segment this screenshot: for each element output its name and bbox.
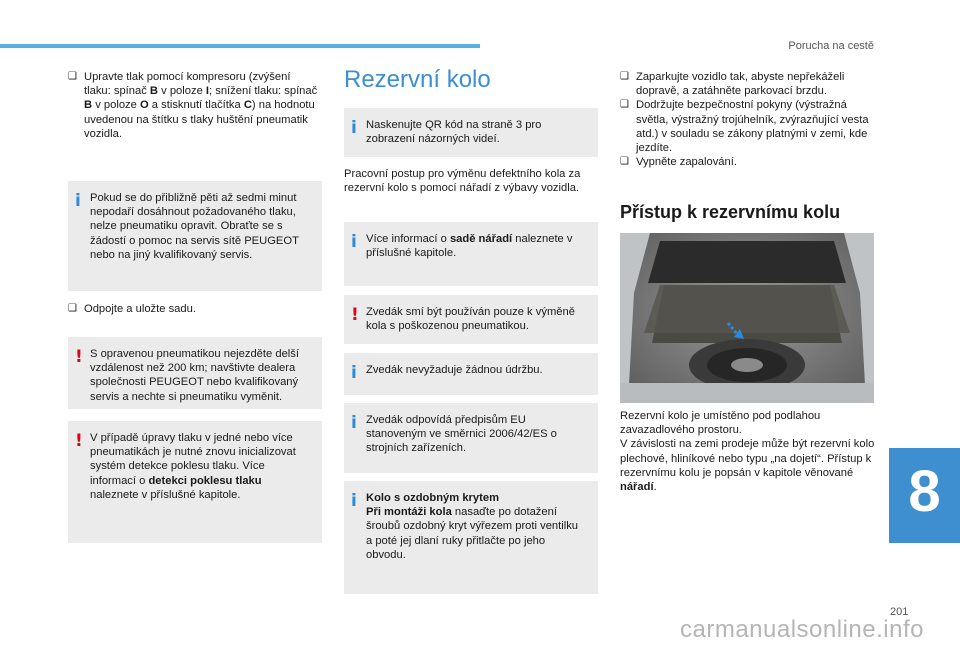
warning-icon: !: [351, 305, 359, 325]
bullet-disconnect: ❑ Odpojte a uložte sadu.: [68, 303, 196, 315]
info-box-maintenance: i Zvedák nevyžaduje žádnou údržbu.: [344, 353, 598, 395]
info-box-wheel-cover: i Kolo s ozdobným krytem Při montáži kola nasaďte po dotažení šroubů ozdobný kryt výřezem proti ventilku a poté jej dlaní ruky přitlačte po jeho obvodu.: [344, 481, 598, 594]
checkbox-bullet-icon: ❑: [620, 156, 629, 168]
warning-box-distance: ! S opravenou pneumatikou nejezděte delší vzdálenost než 200 km; navštivte dealera společnosti PEUGEOT nebo kvalifikovaný servis a nechte si pneumatiku vyměnit.: [68, 337, 322, 409]
info-icon: i: [75, 191, 81, 211]
chapter-tab: [889, 448, 960, 543]
list-item: ❑ Zaparkujte vozidlo tak, abyste nepřekáželi dopravě, a zatáhněte parkovací brzdu.: [620, 71, 845, 98]
checkbox-bullet-icon: ❑: [68, 71, 77, 82]
watermark: carmanualsonline.info: [680, 616, 924, 643]
info-icon: i: [351, 118, 357, 138]
right-bullet-list: [620, 70, 878, 169]
info-box-eu: i Zvedák odpovídá předpisům EU stanoveným ve směrnici 2006/42/ES o strojních zařízeních.: [344, 403, 598, 473]
info-icon: i: [351, 363, 357, 383]
info-icon: i: [351, 232, 357, 252]
list-item: ❑ Vypněte zapalování.: [620, 156, 737, 169]
checkbox-bullet-icon: ❑: [68, 303, 77, 314]
list-item: ❑ Dodržujte bezpečnostní pokyny (výstražná světla, výstražný trojúhelník, zvýrazňující vesta atd.) v souladu se zákony platnými v zemi, kde jezdíte.: [620, 99, 869, 155]
warning-box-reinit: ! V případě úpravy tlaku v jedné nebo více pneumatikách je nutné znovu inicializovat systém detekce poklesu tlaku. Více informací o detekci poklesu tlaku naleznete v příslušné kapitole.: [68, 421, 322, 543]
info-icon: i: [351, 413, 357, 433]
heading-spare-wheel: Rezervní kolo: [344, 66, 491, 93]
checkbox-bullet-icon: ❑: [620, 71, 629, 82]
heading-access-spare-wheel: Přístup k rezervnímu kolu: [620, 202, 841, 222]
wheel-cover-title: Kolo s ozdobným krytem: [366, 492, 500, 504]
section-title: Porucha na cestě: [788, 40, 874, 52]
info-box-tools: i Více informací o sadě nářadí naleznete v příslušné kapitole.: [344, 222, 598, 286]
intro-paragraph: Pracovní postup pro výměnu defektního kola za rezervní kolo s pomocí nářadí z výbavy vozidla.: [344, 168, 581, 195]
spare-wheel-caption: Rezervní kolo je umístěno pod podlahou zavazadlového prostoru. V závislosti na zemi prodeje může být rezervní kolo plechové, hliníkové nebo typu „na dojetí“. Přístup k rezervnímu kolu je popsán v kapitole věnované nářadí.: [620, 410, 875, 494]
warning-box-jack: ! Zvedák smí být používán pouze k výměně kola s poškozenou pneumatikou.: [344, 295, 598, 344]
checkbox-bullet-icon: ❑: [620, 99, 629, 111]
trunk-spare-wheel-photo: [620, 233, 874, 403]
chapter-number: 8: [908, 459, 941, 524]
warning-icon: !: [75, 347, 83, 367]
top-accent-bar: [0, 44, 480, 48]
info-icon: i: [351, 491, 357, 511]
page-number: 201: [890, 606, 909, 618]
warning-icon: !: [75, 431, 83, 451]
info-box-qr: i Naskenujte QR kód na straně 3 pro zobrazení názorných videí.: [344, 108, 598, 157]
bullet-pressure: ❑ Upravte tlak pomocí kompresoru (zvýšení tlaku: spínač B v poloze I; snížení tlaku: spínač B v poloze O a stisknutí tlačítka C) na hodnotu uvedenou na štítku s tlaky huštění pneumatik vozidla.: [68, 71, 318, 140]
info-box-pressure: i Pokud se do přibližně pěti až sedmi minut nepodaří dosáhnout požadovaného tlaku, nelze pneumatiku opravit. Obraťte se s žádostí o pomoc na servis sítě PEUGEOT nebo na jiný kvalifikovaný servis.: [68, 181, 322, 291]
